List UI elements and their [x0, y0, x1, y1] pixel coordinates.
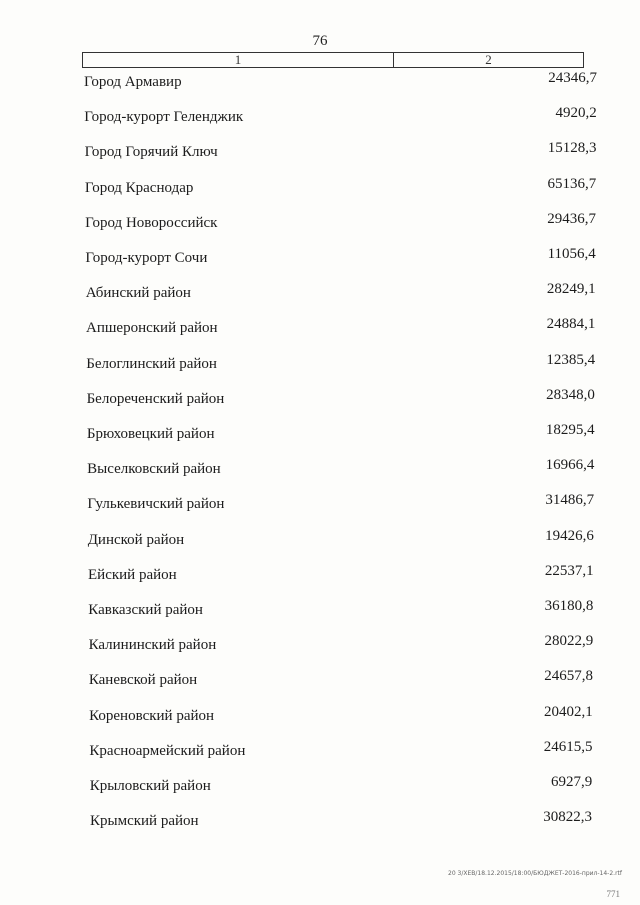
region-value: 28249,1 [546, 281, 596, 298]
region-value: 22537,1 [544, 562, 594, 579]
region-value: 29436,7 [547, 210, 597, 227]
table-row [0, 248, 640, 272]
region-name: Абинский район [85, 285, 191, 302]
region-value: 12385,4 [546, 351, 596, 368]
region-value: 6927,9 [550, 774, 593, 790]
table-row [0, 703, 640, 730]
region-name: Динской район [87, 531, 185, 548]
region-value: 28348,0 [546, 386, 595, 403]
table-row [0, 600, 640, 624]
region-name: Кавказский район [88, 602, 203, 618]
table-row [0, 738, 640, 765]
table-row [0, 283, 640, 307]
table-row [0, 562, 640, 589]
region-name: Апшеронский район [86, 320, 218, 337]
region-value: 18295,4 [545, 422, 595, 438]
region-value: 65136,7 [547, 175, 597, 192]
region-value: 19426,6 [545, 527, 594, 544]
table-row [0, 776, 640, 800]
region-name: Город Новороссийск [85, 214, 218, 231]
page-number: 76 [312, 33, 328, 49]
region-name: Каневской район [88, 672, 198, 689]
column-header-1: 1 [83, 53, 394, 67]
region-value: 31486,7 [545, 492, 595, 509]
table-row [0, 351, 640, 378]
table-row [0, 72, 640, 96]
region-name: Выселковский район [87, 461, 221, 478]
region-name: Белоглинский район [86, 355, 217, 372]
region-name: Кореновский район [89, 707, 215, 724]
region-value: 24657,8 [544, 668, 593, 685]
region-name: Красноармейский район [89, 742, 246, 759]
column-header-2: 2 [485, 52, 492, 67]
region-name: Крыловский район [89, 778, 211, 794]
region-value: 24884,1 [546, 316, 596, 333]
region-name: Город-курорт Геленджик [84, 109, 244, 126]
table-row [0, 527, 640, 554]
region-value: 24615,5 [543, 738, 593, 755]
region-value: 4920,2 [555, 105, 597, 122]
table-row [0, 635, 640, 659]
table-row [0, 811, 640, 835]
region-value: 15128,3 [547, 140, 597, 157]
region-name: Белореченский район [86, 390, 225, 407]
table-row [0, 175, 640, 202]
file-stamp: 20 3/ХЕВ/18.12.2015/18:00/БЮДЖЕТ-2016-прил-14-2.rtf [448, 870, 622, 877]
region-name: Ейский район [88, 566, 177, 583]
region-value: 28022,9 [544, 633, 594, 650]
table-row [0, 107, 640, 131]
region-value: 20402,1 [543, 703, 593, 720]
region-value: 16966,4 [545, 457, 595, 474]
region-name: Гулькевичский район [87, 496, 225, 513]
region-name: Город Краснодар [84, 179, 194, 196]
region-name: Город Армавир [84, 74, 182, 90]
region-name: Город-курорт Сочи [85, 250, 208, 266]
table-row [0, 494, 640, 518]
region-name: Брюховецкий район [86, 426, 215, 442]
region-value: 36180,8 [544, 598, 594, 614]
region-value: 24346,7 [548, 70, 597, 86]
table-row [0, 318, 640, 342]
table-row [0, 424, 640, 448]
region-name: Крымский район [90, 813, 199, 830]
table-row [0, 210, 640, 237]
region-value: 30822,3 [543, 809, 592, 826]
region-value: 11056,4 [547, 246, 596, 262]
region-name: Город Горячий Ключ [84, 144, 218, 161]
table-row [0, 670, 640, 694]
page-mark: 771 [606, 889, 620, 899]
table-row [0, 386, 640, 413]
table-row [0, 459, 640, 483]
table-row [0, 142, 640, 166]
region-name: Калининский район [88, 637, 217, 654]
